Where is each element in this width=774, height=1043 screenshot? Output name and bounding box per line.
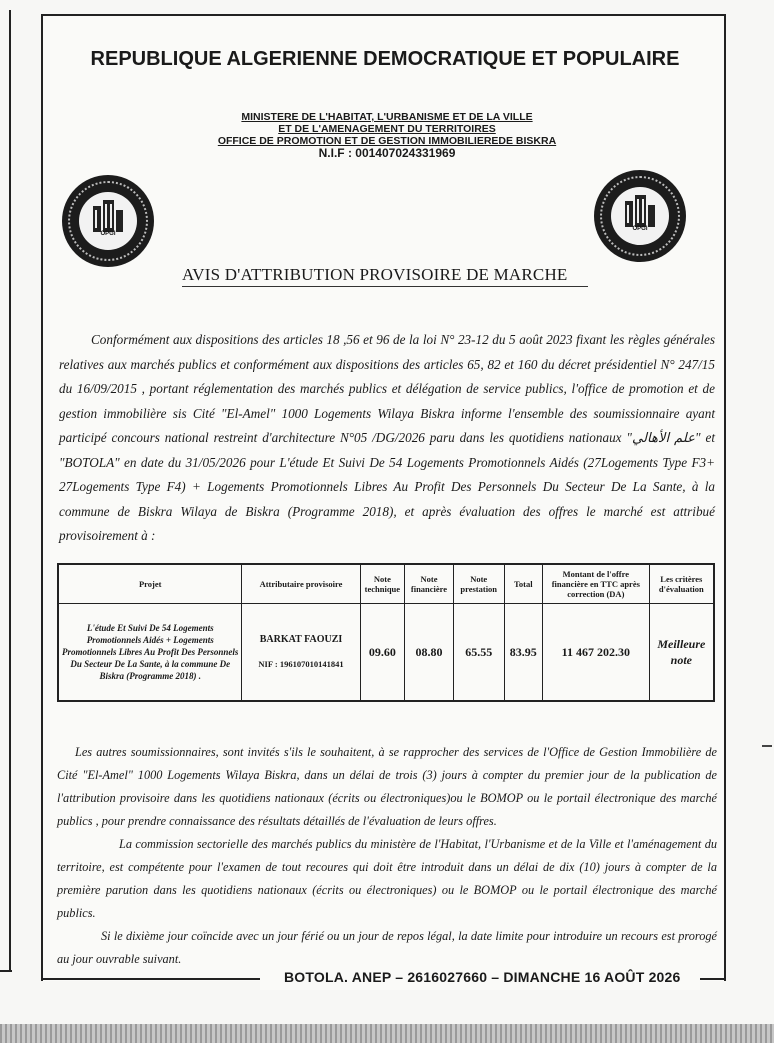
closing-paragraph-3: Si le dixième jour coïncide avec un jour férié ou un jour de repos légal, la date limite pour introduire un recours est prorogé au jour ouvrable suivant.: [57, 929, 717, 966]
opgi-logo-left: [62, 175, 154, 267]
opgi-logo-right: [594, 170, 686, 262]
closing-block: [57, 741, 717, 971]
closing-paragraph-1: Les autres soumissionnaires, sont invités s'ils le souhaitent, à se rapprocher des services de l'Office de Gestion Immobilière de Cité "El-Amel" 1000 Logements Wilaya Biskra, dans un délai de trois (3) jours à compter du premier jour de la publication de l'attribution provisoire dans les quotidiens nationaux (écrits ou électroniques)ou le BOMOP ou le portail électronique des marché publics , pour prendre connaissance des résultats détaillés de l'évaluation de leurs offres.: [57, 745, 717, 828]
cell-note-prestation: 65.55: [453, 604, 504, 702]
cell-montant: 11 467 202.30: [542, 604, 649, 702]
intro-paragraph: Conformément aux dispositions des articles 18 ,56 et 96 de la loi N° 23-12 du 5 août 2023 fixant les règles générales relatives aux marchés publics et conformément aux dispositions des articles 65, 82 et 160 du décret présidentiel N° 247/15 du 16/09/2015 , portant réglementation des marchés publics et délégation de service publics, l'office de promotion et de gestion immobilière sis Cité "El-Amel" 1000 Logements Wilaya Biskra informe l'ensemble des soumissionnaire ayant participé concours national restreint d'architecture N°05 /DG/2026 paru dans les quotidiens nationaux "علم الأهالي" et "BOTOLA" en date du 31/05/2026 pour L'étude Et Suivi De 54 Logements Promotionnels Aidés (27Logements Type F3+ 27Logements Type F4) + Logements Promotionnels Libres Au Profit Des Personnels Du Secteur De La Sante, à la commune de Biskra Wilaya de Biskra (Programme 2018), et après évaluation des offres le marché est attribué provisoirement à :: [59, 332, 715, 543]
cell-attributaire: [242, 604, 360, 702]
opgi-logo-text-right: OPGI: [632, 226, 648, 232]
right-margin-tick: [762, 745, 772, 747]
cell-total: 83.95: [504, 604, 542, 702]
cell-criteres: Meilleure note: [649, 604, 714, 702]
header-attributaire: Attributaire provisoire: [242, 564, 360, 604]
header-projet: Projet: [58, 564, 242, 604]
ministry-line-1: MINISTERE DE L'HABITAT, L'URBANISME ET DE LA VILLE: [241, 111, 533, 123]
table-header-row: [58, 564, 714, 604]
cell-note-financiere: 08.80: [405, 604, 454, 702]
left-margin-rule: [9, 10, 11, 970]
closing-paragraph-2: La commission sectorielle des marchés publics du ministère de l'Habitat, l'Urbanisme et de la Ville et l'aménagement du territoire, est compétente pour l'examen de tout recoures qui doit être introduit dans un délai de dix (10) jours à compter de la première parution dans les quotidiens nationaux (écrits ou électroniques) ou le BOMOP ou le portail électronique des marché publics.: [57, 837, 717, 920]
header-total: Total: [504, 564, 542, 604]
table-row: [58, 604, 714, 702]
header-note-financiere: Note financière: [405, 564, 454, 604]
header-note-prestation: Note prestation: [453, 564, 504, 604]
office-name: OFFICE DE PROMOTION ET DE GESTION IMMOBILIEREDE BISKRA: [217, 135, 557, 147]
cell-projet: L'étude Et Suivi De 54 Logements Promotionnels Aidés + Logements Promotionnels Libres Au Profit Des Personnels Du Secteur De La Sante, à la commune De Biskra (Programme 2018) .: [58, 604, 242, 702]
opgi-logo-text-left: OPGI: [100, 231, 116, 237]
republic-heading: REPUBLIQUE ALGERIENNE DEMOCRATIQUE ET POPULAIRE: [90, 48, 680, 70]
office-nif: N.I.F : 001407024331969: [318, 146, 456, 160]
attributaire-nif: NIF : 196107010141841: [258, 659, 344, 669]
ministry-line-2: ET DE L'AMENAGEMENT DU TERRITOIRES: [278, 123, 496, 135]
header-montant: Montant de l'offre financière en TTC après correction (DA): [542, 564, 649, 604]
scan-edge-strip: [0, 1024, 774, 1043]
header-criteres: Les critères d'évaluation: [649, 564, 714, 604]
left-margin-tick: [0, 970, 12, 972]
publication-footer: BOTOLA. ANEP – 2616027660 – DIMANCHE 16 AOÛT 2026: [284, 969, 681, 985]
header-note-technique: Note technique: [360, 564, 405, 604]
building-seal-icon: [79, 192, 137, 250]
notice-title: AVIS D'ATTRIBUTION PROVISOIRE DE MARCHE: [182, 265, 602, 285]
ministry-block: [150, 111, 624, 159]
award-table: [57, 563, 715, 702]
cell-note-technique: 09.60: [360, 604, 405, 702]
building-seal-icon: [611, 187, 669, 245]
attributaire-name: BARKAT FAOUZI: [259, 634, 343, 645]
